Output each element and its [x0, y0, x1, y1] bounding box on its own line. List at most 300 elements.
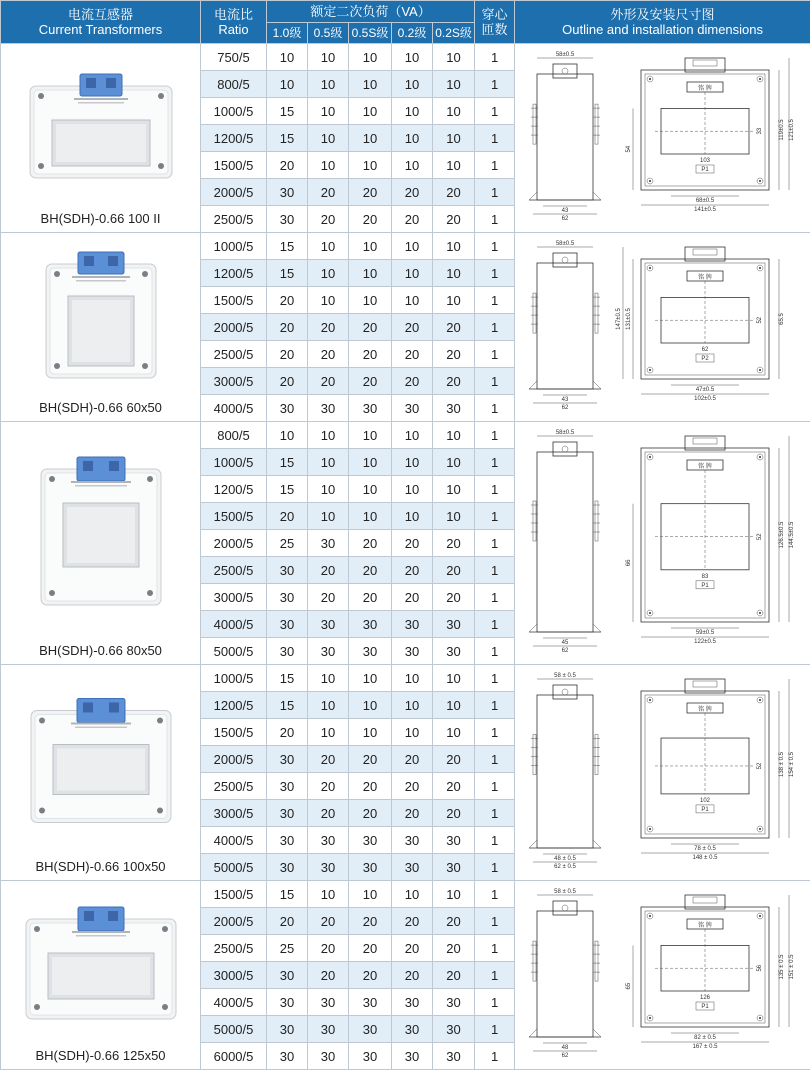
dim-w1: 68±0.5	[695, 198, 715, 204]
burden-cell: 20	[433, 314, 475, 341]
ratio-cell: 3000/5	[201, 800, 267, 827]
burden-cell: 20	[433, 179, 475, 206]
burden-cell: 10	[433, 98, 475, 125]
header-class-0-2: 0.2级	[392, 23, 433, 44]
burden-cell: 15	[267, 692, 308, 719]
header-outline	[515, 1, 810, 44]
burden-cell: 20	[308, 368, 349, 395]
ratio-cell: 2000/5	[201, 530, 267, 557]
header-class-0-2s: 0.2S级	[433, 23, 475, 44]
ratio-cell: 1500/5	[201, 881, 267, 908]
table-row	[1, 233, 810, 260]
burden-cell: 20	[392, 557, 433, 584]
terminal-label: P2	[701, 356, 709, 362]
burden-cell: 10	[433, 152, 475, 179]
burden-cell: 15	[267, 665, 308, 692]
product-wrapper	[1, 665, 200, 880]
dim-h1: 43	[561, 397, 569, 403]
burden-cell: 30	[349, 989, 392, 1016]
burden-cell: 10	[308, 719, 349, 746]
burden-cell: 20	[308, 746, 349, 773]
dim-r3: 154 ± 0.5	[789, 752, 796, 777]
ratio-cell: 800/5	[201, 422, 267, 449]
burden-cell: 20	[349, 341, 392, 368]
burden-cell: 20	[349, 206, 392, 233]
turns-cell: 1	[475, 152, 515, 179]
burden-cell: 10	[308, 125, 349, 152]
burden-cell: 20	[392, 530, 433, 557]
burden-cell: 20	[349, 746, 392, 773]
burden-cell: 25	[267, 935, 308, 962]
burden-cell: 20	[267, 341, 308, 368]
burden-cell: 20	[308, 962, 349, 989]
product-wrapper	[1, 44, 200, 232]
burden-cell: 10	[433, 881, 475, 908]
dim-side: 66	[626, 559, 633, 567]
burden-cell: 30	[392, 638, 433, 665]
burden-cell: 20	[392, 368, 433, 395]
burden-cell: 20	[267, 368, 308, 395]
burden-cell: 10	[308, 260, 349, 287]
product-cell	[1, 665, 201, 881]
burden-cell: 30	[267, 773, 308, 800]
burden-cell: 30	[349, 395, 392, 422]
burden-cell: 20	[308, 557, 349, 584]
turns-cell: 1	[475, 827, 515, 854]
burden-cell: 10	[433, 692, 475, 719]
burden-cell: 30	[392, 989, 433, 1016]
burden-cell: 20	[392, 341, 433, 368]
burden-cell: 20	[308, 179, 349, 206]
burden-cell: 20	[308, 584, 349, 611]
turns-cell: 1	[475, 773, 515, 800]
header-product	[1, 1, 201, 44]
burden-cell: 20	[349, 557, 392, 584]
turns-cell: 1	[475, 557, 515, 584]
burden-cell: 20	[433, 800, 475, 827]
turns-cell: 1	[475, 1043, 515, 1070]
turns-cell: 1	[475, 854, 515, 881]
burden-cell: 10	[392, 503, 433, 530]
dim-r1: 52	[757, 533, 764, 541]
burden-cell: 20	[267, 152, 308, 179]
dim-r1: 52	[757, 762, 764, 770]
burden-cell: 30	[267, 206, 308, 233]
burden-cell: 10	[349, 44, 392, 71]
burden-cell: 20	[349, 962, 392, 989]
burden-cell: 10	[392, 260, 433, 287]
dim-h1: 45	[561, 640, 569, 646]
ratio-cell: 4000/5	[201, 827, 267, 854]
turns-cell: 1	[475, 314, 515, 341]
turns-cell: 1	[475, 746, 515, 773]
dim-w2: 141±0.5	[694, 207, 716, 213]
burden-cell: 10	[349, 719, 392, 746]
turns-cell: 1	[475, 395, 515, 422]
burden-cell: 20	[433, 530, 475, 557]
burden-cell: 20	[433, 773, 475, 800]
burden-cell: 20	[392, 800, 433, 827]
ratio-cell: 2000/5	[201, 746, 267, 773]
burden-cell: 30	[349, 854, 392, 881]
burden-cell: 10	[349, 71, 392, 98]
burden-cell: 30	[433, 395, 475, 422]
burden-cell: 10	[308, 476, 349, 503]
burden-cell: 30	[267, 827, 308, 854]
header-turns-cn-1: 穿心	[481, 7, 508, 22]
burden-cell: 30	[308, 638, 349, 665]
burden-cell: 10	[392, 125, 433, 152]
turns-cell: 1	[475, 638, 515, 665]
burden-cell: 30	[267, 395, 308, 422]
ratio-cell: 1000/5	[201, 449, 267, 476]
turns-cell: 1	[475, 260, 515, 287]
burden-cell: 15	[267, 476, 308, 503]
burden-cell: 30	[392, 611, 433, 638]
burden-cell: 10	[349, 881, 392, 908]
burden-cell: 20	[267, 287, 308, 314]
burden-cell: 10	[392, 422, 433, 449]
ratio-cell: 3000/5	[201, 962, 267, 989]
nameplate-label: 铭 牌	[698, 86, 712, 92]
outline-cell	[515, 422, 810, 665]
turns-cell: 1	[475, 989, 515, 1016]
ratio-cell: 1000/5	[201, 665, 267, 692]
dim-w1: 78 ± 0.5	[694, 846, 716, 852]
outline-cell	[515, 665, 810, 881]
dim-h2: 62	[561, 216, 569, 222]
outline-cell	[515, 233, 810, 422]
burden-cell: 30	[267, 611, 308, 638]
burden-cell: 30	[433, 1043, 475, 1070]
dim-top: 58±0.5	[555, 52, 575, 58]
transformer-photo	[1, 665, 201, 856]
product-cell	[1, 44, 201, 233]
burden-cell: 10	[267, 422, 308, 449]
burden-cell: 30	[267, 746, 308, 773]
burden-cell: 20	[433, 935, 475, 962]
burden-cell: 10	[392, 98, 433, 125]
product-cell	[1, 233, 201, 422]
dim-h2: 62	[561, 405, 569, 411]
dim-h1: 43	[561, 208, 569, 214]
dim-side: 54	[626, 145, 633, 153]
ratio-cell: 5000/5	[201, 854, 267, 881]
turns-cell: 1	[475, 233, 515, 260]
burden-cell: 10	[392, 287, 433, 314]
nameplate-label: 铭 牌	[698, 464, 712, 470]
burden-cell: 10	[308, 44, 349, 71]
ratio-cell: 1500/5	[201, 503, 267, 530]
burden-cell: 20	[433, 341, 475, 368]
burden-cell: 20	[267, 503, 308, 530]
header-outline-en: Outline and installation dimensions	[562, 22, 764, 37]
ratio-cell: 4000/5	[201, 611, 267, 638]
turns-cell: 1	[475, 584, 515, 611]
burden-cell: 10	[433, 719, 475, 746]
ratio-cell: 5000/5	[201, 1016, 267, 1043]
burden-cell: 10	[349, 476, 392, 503]
burden-cell: 30	[349, 638, 392, 665]
ratio-cell: 3000/5	[201, 584, 267, 611]
dim-h2: 62	[561, 648, 569, 654]
burden-cell: 20	[349, 908, 392, 935]
burden-cell: 10	[308, 503, 349, 530]
burden-cell: 30	[433, 854, 475, 881]
burden-cell: 10	[308, 152, 349, 179]
dim-r1: 33	[757, 127, 764, 135]
ratio-cell: 3000/5	[201, 368, 267, 395]
table-row	[1, 422, 810, 449]
burden-cell: 20	[392, 935, 433, 962]
burden-cell: 10	[349, 287, 392, 314]
ratio-cell: 5000/5	[201, 638, 267, 665]
header-ratio	[201, 1, 267, 44]
burden-cell: 20	[392, 746, 433, 773]
burden-cell: 20	[392, 908, 433, 935]
transformer-photo	[1, 422, 201, 640]
ratio-cell: 1200/5	[201, 692, 267, 719]
nameplate-label: 铭 牌	[698, 275, 712, 281]
burden-cell: 30	[267, 1016, 308, 1043]
ratio-cell: 2500/5	[201, 557, 267, 584]
dim-r3: 121±0.5	[789, 119, 796, 141]
header-turns	[475, 1, 515, 44]
burden-cell: 10	[392, 719, 433, 746]
ratio-cell: 1500/5	[201, 287, 267, 314]
burden-cell: 15	[267, 233, 308, 260]
nameplate-label: 铭 牌	[698, 707, 712, 713]
dim-r2: 138 ± 0.5	[779, 752, 786, 777]
burden-cell: 20	[308, 800, 349, 827]
burden-cell: 10	[308, 71, 349, 98]
product-cell	[1, 881, 201, 1070]
transformer-photo	[1, 233, 201, 397]
burden-cell: 10	[433, 125, 475, 152]
burden-cell: 10	[308, 233, 349, 260]
burden-cell: 10	[349, 125, 392, 152]
terminal-label: P1	[701, 1004, 709, 1010]
product-wrapper	[1, 881, 200, 1069]
ratio-cell: 1000/5	[201, 233, 267, 260]
outline-cell	[515, 881, 810, 1070]
turns-cell: 1	[475, 530, 515, 557]
burden-cell: 10	[349, 260, 392, 287]
dim-w2: 148 ± 0.5	[692, 855, 718, 861]
product-model: BH(SDH)-0.66 80x50	[39, 643, 162, 658]
turns-cell: 1	[475, 449, 515, 476]
dim-window-width: 103	[700, 158, 711, 164]
ratio-cell: 1500/5	[201, 152, 267, 179]
turns-cell: 1	[475, 908, 515, 935]
burden-cell: 10	[433, 449, 475, 476]
burden-cell: 20	[349, 800, 392, 827]
ratio-cell: 2500/5	[201, 773, 267, 800]
burden-cell: 10	[349, 503, 392, 530]
dim-r3: 144.5±0.5	[789, 521, 796, 549]
transformer-photo	[1, 881, 201, 1045]
terminal-label: P1	[701, 806, 709, 813]
burden-cell: 10	[392, 152, 433, 179]
burden-cell: 20	[392, 314, 433, 341]
product-model: BH(SDH)-0.66 60x50	[39, 400, 162, 415]
turns-cell: 1	[475, 800, 515, 827]
ratio-cell: 4000/5	[201, 989, 267, 1016]
table-row	[1, 881, 810, 908]
ratio-cell: 800/5	[201, 71, 267, 98]
header-ratio-cn: 电流比	[213, 7, 253, 22]
burden-cell: 20	[433, 908, 475, 935]
burden-cell: 30	[392, 827, 433, 854]
burden-cell: 30	[392, 1016, 433, 1043]
outline-drawing	[515, 233, 810, 421]
dim-r1: 56	[757, 964, 764, 972]
burden-cell: 10	[392, 476, 433, 503]
ratio-cell: 1000/5	[201, 98, 267, 125]
burden-cell: 20	[433, 746, 475, 773]
burden-cell: 10	[392, 449, 433, 476]
burden-cell: 20	[308, 908, 349, 935]
burden-cell: 20	[433, 557, 475, 584]
ratio-cell: 1500/5	[201, 719, 267, 746]
turns-cell: 1	[475, 476, 515, 503]
product-cell	[1, 422, 201, 665]
burden-cell: 10	[349, 449, 392, 476]
burden-cell: 20	[392, 179, 433, 206]
ratio-cell: 2500/5	[201, 935, 267, 962]
burden-cell: 10	[308, 287, 349, 314]
dim-window-width: 102	[700, 797, 711, 804]
burden-cell: 20	[267, 314, 308, 341]
product-wrapper	[1, 233, 200, 421]
outline-drawing	[515, 665, 810, 880]
dim-l2: 131±0.5	[626, 308, 633, 330]
outline-drawing	[515, 422, 810, 664]
burden-cell: 10	[308, 692, 349, 719]
dim-w2: 122±0.5	[694, 639, 716, 645]
burden-cell: 10	[392, 692, 433, 719]
turns-cell: 1	[475, 44, 515, 71]
dim-window-width: 62	[701, 347, 709, 353]
burden-cell: 10	[349, 422, 392, 449]
turns-cell: 1	[475, 962, 515, 989]
burden-cell: 10	[349, 692, 392, 719]
burden-cell: 10	[433, 503, 475, 530]
burden-cell: 20	[392, 773, 433, 800]
burden-cell: 10	[308, 98, 349, 125]
dim-window-width: 83	[701, 573, 709, 580]
burden-cell: 10	[392, 881, 433, 908]
burden-cell: 10	[308, 422, 349, 449]
burden-cell: 20	[433, 584, 475, 611]
burden-cell: 20	[349, 773, 392, 800]
burden-cell: 30	[308, 530, 349, 557]
burden-cell: 10	[349, 233, 392, 260]
turns-cell: 1	[475, 503, 515, 530]
product-model: BH(SDH)-0.66 125x50	[35, 1048, 166, 1063]
dim-side: 65	[626, 982, 633, 990]
header-burden: 额定二次负荷（VA）	[267, 1, 475, 23]
ratio-cell: 2000/5	[201, 314, 267, 341]
burden-cell: 10	[349, 665, 392, 692]
burden-cell: 30	[267, 557, 308, 584]
ratio-cell: 2000/5	[201, 908, 267, 935]
dim-h1: 48 ± 0.5	[554, 856, 576, 862]
burden-cell: 15	[267, 98, 308, 125]
burden-cell: 10	[308, 881, 349, 908]
turns-cell: 1	[475, 71, 515, 98]
turns-cell: 1	[475, 692, 515, 719]
burden-cell: 30	[433, 611, 475, 638]
header-class-0-5: 0.5级	[308, 23, 349, 44]
burden-cell: 10	[433, 665, 475, 692]
turns-cell: 1	[475, 368, 515, 395]
header-product-en: Current Transformers	[38, 22, 163, 37]
burden-cell: 10	[349, 98, 392, 125]
burden-cell: 30	[308, 1043, 349, 1070]
ratio-cell: 2000/5	[201, 179, 267, 206]
nameplate-label: 铭 牌	[698, 923, 712, 929]
ratio-cell: 1200/5	[201, 476, 267, 503]
product-model: BH(SDH)-0.66 100x50	[35, 859, 166, 874]
burden-cell: 10	[349, 152, 392, 179]
burden-cell: 30	[349, 611, 392, 638]
burden-cell: 10	[267, 44, 308, 71]
turns-cell: 1	[475, 935, 515, 962]
header-outline-cn: 外形及安装尺寸图	[610, 7, 715, 22]
product-wrapper	[1, 422, 200, 664]
burden-cell: 15	[267, 260, 308, 287]
table-row	[1, 665, 810, 692]
burden-cell: 30	[392, 854, 433, 881]
burden-cell: 30	[267, 800, 308, 827]
burden-cell: 20	[267, 908, 308, 935]
burden-cell: 10	[433, 422, 475, 449]
turns-cell: 1	[475, 206, 515, 233]
burden-cell: 20	[349, 179, 392, 206]
burden-cell: 20	[433, 962, 475, 989]
burden-cell: 30	[308, 1016, 349, 1043]
burden-cell: 30	[433, 827, 475, 854]
burden-cell: 30	[433, 638, 475, 665]
burden-cell: 20	[308, 935, 349, 962]
dim-r2: 135 ± 0.5	[779, 954, 786, 980]
burden-cell: 30	[267, 638, 308, 665]
burden-cell: 30	[308, 611, 349, 638]
burden-cell: 30	[392, 1043, 433, 1070]
burden-cell: 20	[349, 530, 392, 557]
turns-cell: 1	[475, 719, 515, 746]
dim-w2: 102±0.5	[694, 396, 716, 402]
burden-cell: 20	[392, 584, 433, 611]
burden-cell: 20	[392, 962, 433, 989]
dim-w1: 47±0.5	[695, 387, 715, 393]
burden-cell: 30	[267, 1043, 308, 1070]
burden-cell: 20	[349, 368, 392, 395]
burden-cell: 10	[392, 71, 433, 98]
turns-cell: 1	[475, 179, 515, 206]
terminal-label: P1	[701, 582, 709, 589]
turns-cell: 1	[475, 422, 515, 449]
dim-w1: 82 ± 0.5	[694, 1035, 716, 1041]
outline-drawing	[515, 44, 810, 232]
burden-cell: 20	[308, 341, 349, 368]
dim-r1: 52	[757, 316, 764, 324]
ratio-cell: 2500/5	[201, 341, 267, 368]
dim-r2: 65.5	[779, 313, 786, 325]
header-class-0-5s: 0.5S级	[349, 23, 392, 44]
ratio-cell: 750/5	[201, 44, 267, 71]
